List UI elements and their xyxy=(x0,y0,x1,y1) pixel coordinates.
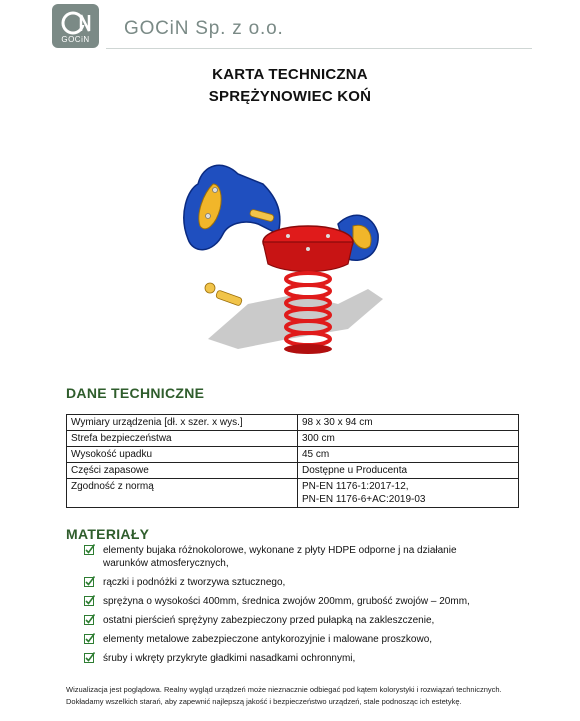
list-item xyxy=(84,544,524,570)
spec-value xyxy=(298,479,519,508)
spec-label: Wymiary urządzenia [dł. x szer. x wys.] xyxy=(67,415,298,431)
technical-data-heading: DANE TECHNICZNE xyxy=(66,385,205,401)
spec-value: Dostępne u Producenta xyxy=(298,463,519,479)
spec-value-line: PN-EN 1176-6+AC:2019-03 xyxy=(302,494,426,505)
list-item xyxy=(84,614,524,627)
materials-heading: MATERIAŁY xyxy=(66,526,150,542)
logo-mark-icon xyxy=(59,9,93,37)
table-row xyxy=(67,415,519,431)
spec-label: Zgodność z normą xyxy=(67,479,298,508)
checkbox-checked-icon xyxy=(84,595,95,606)
list-item xyxy=(84,633,524,646)
list-item-text xyxy=(103,544,524,570)
table-row xyxy=(67,479,519,508)
list-item xyxy=(84,652,524,665)
list-item-text: elementy metalowe zabezpieczone antykorozyjnie i malowane proszkowo, xyxy=(103,634,433,645)
checkbox-checked-icon xyxy=(84,576,95,587)
list-item-text: śruby i wkręty przykryte gładkimi nasadkami ochronnymi, xyxy=(103,653,356,664)
checkbox-checked-icon xyxy=(84,652,95,663)
product-title: SPRĘŻYNOWIEC KOŃ xyxy=(208,88,372,105)
list-item-text: sprężyna o wysokości 400mm, średnica zwojów 200mm, grubość zwojów – 20mm, xyxy=(103,596,470,607)
table-row xyxy=(67,431,519,447)
document-title: KARTA TECHNICZNA xyxy=(212,66,368,83)
list-item xyxy=(84,595,524,608)
spec-label: Wysokość upadku xyxy=(67,447,298,463)
header-divider xyxy=(106,48,532,49)
company-logo xyxy=(52,4,99,48)
technical-data-table xyxy=(66,414,519,508)
disclaimer-line: Wizualizacja jest poglądowa. Realny wygląd urządzeń może nieznacznie odbiegać pod kątem kolorystyki i rozwiązań technicznych. xyxy=(66,685,502,694)
table-row xyxy=(67,463,519,479)
list-item-text: ostatni pierścień sprężyny zabezpieczony przed pułapką na zakleszczenie, xyxy=(103,615,435,626)
company-name: GOCiN Sp. z o.o. xyxy=(124,18,284,39)
list-item-line: warunków atmosferycznych, xyxy=(103,558,229,569)
logo-text: GOCiN xyxy=(61,34,90,44)
spec-value: 300 cm xyxy=(298,431,519,447)
checkbox-checked-icon xyxy=(84,544,95,555)
spec-value: 98 x 30 x 94 cm xyxy=(298,415,519,431)
spring-horse-illustration xyxy=(168,154,408,364)
spec-value-line: PN-EN 1176-1:2017-12, xyxy=(302,481,409,492)
disclaimer-footer xyxy=(66,684,536,708)
spec-value: 45 cm xyxy=(298,447,519,463)
list-item-line: elementy bujaka różnokolorowe, wykonane z płyty HDPE odporne j na działanie xyxy=(103,545,457,556)
list-item xyxy=(84,576,524,589)
disclaimer-line: Dokładamy wszelkich starań, aby zapewnić najlepszą jakość i bezpieczeństwo urządzeń, stale podnosząc ich estetykę. xyxy=(66,697,462,706)
checkbox-checked-icon xyxy=(84,633,95,644)
table-row xyxy=(67,447,519,463)
materials-list xyxy=(84,544,524,671)
spec-label: Strefa bezpieczeństwa xyxy=(67,431,298,447)
checkbox-checked-icon xyxy=(84,614,95,625)
list-item-text: rączki i podnóżki z tworzywa sztucznego, xyxy=(103,577,286,588)
spec-label: Części zapasowe xyxy=(67,463,298,479)
